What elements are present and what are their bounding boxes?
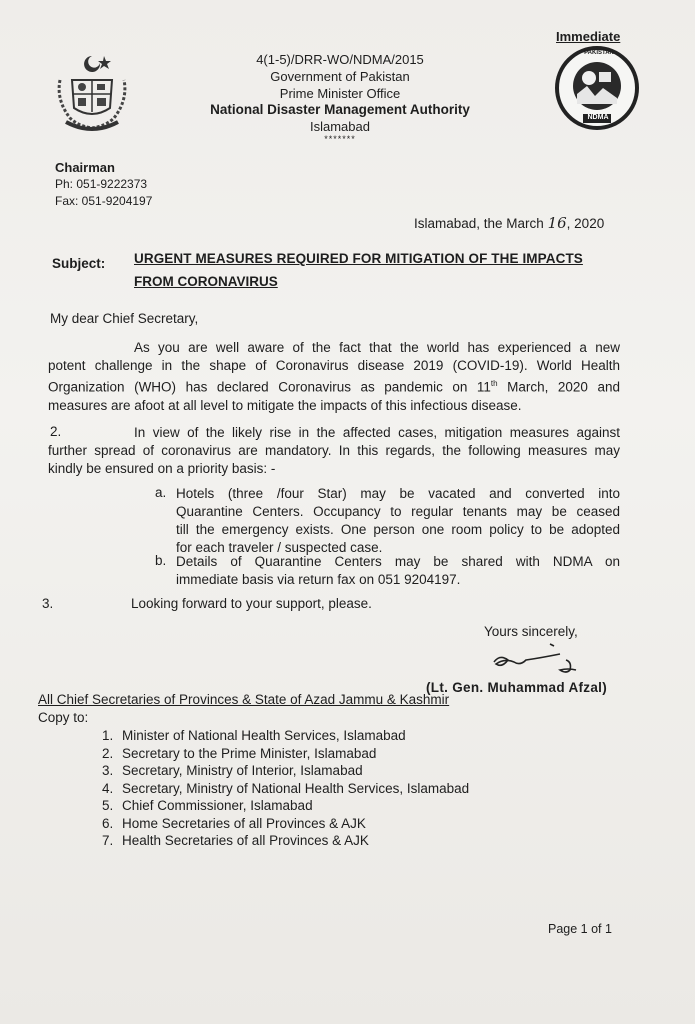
para1-line-3	[48, 375, 620, 397]
list-item-number: 2.	[102, 745, 114, 761]
ndma-logo-bottom-text: NDMA	[587, 114, 609, 121]
measure-a-line-3: till the emergency exists. One person one room policy to be adopted	[176, 522, 620, 537]
para1-line-3b: March, 2020 and	[497, 379, 620, 395]
sender-phone: Ph: 051-9222373	[55, 177, 148, 191]
list-item-number: 3.	[102, 763, 114, 778]
list-item	[102, 797, 562, 815]
sender-fax: Fax: 051-9204197	[55, 194, 153, 208]
list-item-number: 7.	[102, 833, 114, 848]
copy-to-list	[102, 727, 562, 850]
para1-line-4: measures are afoot at all level to mitigate the impacts of this infectious disease.	[48, 397, 522, 413]
list-item-text: Secretary to the Prime Minister, Islamabad	[122, 745, 377, 761]
list-item	[102, 815, 562, 833]
para2-line-2: further spread of coronavirus are mandatory. In this regards, the following measures may	[48, 443, 620, 458]
signatory-name: (Lt. Gen. Muhammad Afzal)	[426, 680, 608, 695]
addressee: All Chief Secretaries of Provinces & State of Azad Jammu & Kashmir	[38, 692, 450, 707]
sender-title: Chairman	[55, 160, 115, 175]
list-item-number: 1.	[102, 728, 114, 743]
para3-text: Looking forward to your support, please.	[131, 596, 372, 611]
header-stars: *******	[324, 134, 356, 144]
para1-line-2: potent challenge in the shape of Coronavirus disease 2019 (COVID-19). World Health	[48, 358, 620, 373]
copy-to-label: Copy to:	[38, 710, 89, 725]
list-item-number: 4.	[102, 780, 114, 796]
list-item	[102, 745, 562, 763]
signature-icon	[490, 640, 590, 678]
subject-line-1: URGENT MEASURES REQUIRED FOR MITIGATION OF THE IMPACTS	[134, 251, 583, 266]
list-item-text: Secretary, Ministry of National Health Services, Islamabad	[122, 780, 470, 796]
list-item-number: 6.	[102, 815, 114, 831]
ndma-logo-top-text: PAKISTAN	[584, 50, 614, 56]
subject-line-2: FROM CORONAVIRUS	[134, 274, 278, 289]
list-item	[102, 762, 562, 780]
date-day: 16	[547, 214, 567, 232]
list-item	[102, 727, 562, 745]
list-item	[102, 780, 562, 798]
para1-superscript: th	[490, 379, 498, 388]
measure-b-line-2: immediate basis via return fax on 051 9204197.	[176, 572, 461, 587]
state-emblem-icon	[52, 50, 132, 136]
date-prefix: Islamabad, the March	[414, 216, 544, 231]
measure-a-line-4: for each traveler / suspected case.	[176, 540, 383, 555]
salutation: My dear Chief Secretary,	[50, 311, 199, 326]
para1-line-3a: Organization (WHO) has declared Coronavirus as pandemic on 11	[48, 379, 491, 395]
list-item-text: Minister of National Health Services, Islamabad	[122, 728, 406, 743]
header-government: Government of Pakistan	[270, 69, 410, 84]
para2-line-3: kindly be ensured on a priority basis: -	[48, 461, 276, 476]
measure-b	[176, 553, 620, 589]
measure-a-line-2: Quarantine Centers. Occupancy to regular tenants may be ceased	[176, 504, 620, 519]
immediate-label: Immediate	[556, 29, 621, 44]
list-item	[102, 832, 562, 850]
list-item-text: Chief Commissioner, Islamabad	[122, 798, 313, 813]
closing-yours: Yours sincerely,	[484, 624, 578, 639]
header-office: Prime Minister Office	[279, 86, 401, 101]
para2-line-1: In view of the likely rise in the affected cases, mitigation measures against	[134, 425, 620, 440]
paragraph-1	[48, 339, 620, 415]
para3-number: 3.	[42, 596, 54, 611]
para2-number: 2.	[50, 424, 62, 439]
list-item-text: Secretary, Ministry of Interior, Islamabad	[122, 763, 363, 778]
measure-b-marker: b.	[155, 553, 167, 568]
header-authority: National Disaster Management Authority	[210, 102, 470, 117]
date-year: , 2020	[566, 216, 605, 231]
page-number: Page 1 of 1	[548, 922, 612, 936]
list-item-text: Health Secretaries of all Provinces & AJK	[122, 833, 369, 848]
header-city: Islamabad	[310, 119, 370, 134]
measure-b-line-1: Details of Quarantine Centers may be shared with NDMA on	[176, 554, 620, 569]
letter-date	[414, 214, 604, 232]
subject-label: Subject:	[52, 256, 106, 271]
measure-a	[176, 485, 620, 557]
reference-number: 4(1-5)/DRR-WO/NDMA/2015	[256, 52, 424, 67]
list-item-number: 5.	[102, 798, 114, 813]
list-item-text: Home Secretaries of all Provinces & AJK	[122, 815, 366, 831]
measure-a-line-1: Hotels (three /four Star) may be vacated and converted into	[176, 486, 620, 501]
measure-a-marker: a.	[155, 485, 167, 500]
para1-line-1: As you are well aware of the fact that the world has experienced a new	[134, 340, 620, 355]
paragraph-2	[48, 424, 620, 478]
